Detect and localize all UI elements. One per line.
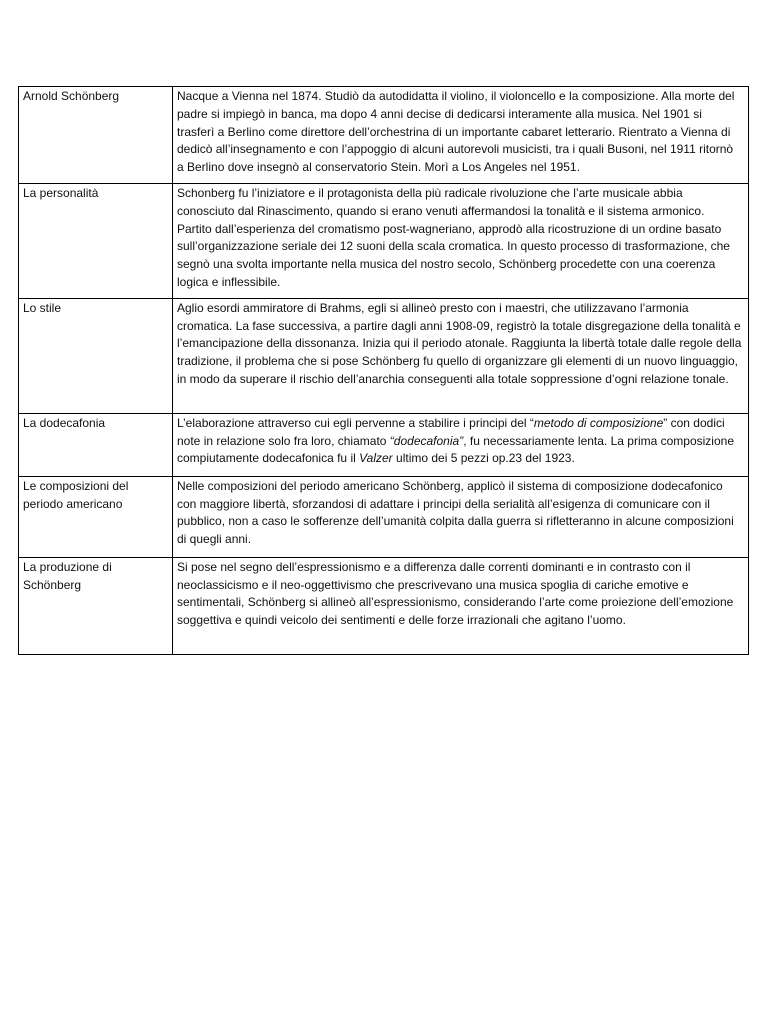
table-row <box>19 476 749 557</box>
description-segment: ” con dodici note in relazione solo fra loro, chiamato <box>177 415 725 448</box>
description-segment-italic: “dodecafonia” <box>389 433 464 448</box>
schonberg-summary-table <box>18 86 749 655</box>
description-segment-italic: metodo di composizione <box>533 415 664 430</box>
row-description-cell: Schonberg fu l’iniziatore e il protagonista della più radicale rivoluzione che l’arte musicale abbia conosciuto dal Rinascimento, quando si erano venuti affermandosi la tonalità e il sistema armonico. Partito dall’esperienza del cromatismo post-wagneriano, approdò alla ricostruzione di un ordine basato sull’organizzazione seriale dei 12 suoni della scala cromatica. In questo processo di trasformazione, che segnò una svolta importante nella musica del nostro secolo, Schönberg procedette con una coerenza logica e inflessibile. <box>173 184 749 299</box>
row-topic-cell: Arnold Schönberg <box>19 87 173 184</box>
row-description-cell: Nelle composizioni del periodo americano Schönberg, applicò il sistema di composizione dodecafonico con maggiore libertà, sforzandosi di adattare i principi della serialità all’esigenza di comunicare con il pubblico, non a caso le sofferenze dell’umanità colpita dalla guerra si rifletteranno in alcune composizioni di quegli anni. <box>173 476 749 557</box>
description-segment: , fu necessariamente lenta. La prima composizione compiutamente dodecafonica fu il <box>177 433 734 466</box>
row-topic-cell: Le composizioni del periodo americano <box>19 476 173 557</box>
table-row <box>19 298 749 413</box>
table-row <box>19 87 749 184</box>
row-topic-cell: La produzione di Schönberg <box>19 557 173 654</box>
row-topic-cell: La dodecafonia <box>19 413 173 476</box>
table-row <box>19 184 749 299</box>
table-row <box>19 413 749 476</box>
row-description-cell: Nacque a Vienna nel 1874. Studiò da autodidatta il violino, il violoncello e la composizione. Alla morte del padre si impiegò in banca, ma dopo 4 anni decise di dedicarsi interamente alla musica. Nel 1901 si trasferì a Berlino come direttore dell’orchestrina di un importante cabaret letterario. Rientrato a Vienna di dedicò all’insegnamento e con l’appoggio di alcuni autorevoli musicisti, tra i quali Busoni, nel 1911 ritornò a Berlino dove insegnò al conservatorio Stein. Morì a Los Angeles nel 1951. <box>173 87 749 184</box>
row-description-cell: Aglio esordi ammiratore di Brahms, egli si allineò presto con i maestri, che utilizzavano l’armonia cromatica. La fase successiva, a partire dagli anni 1908-09, registrò la totale disgregazione della tonalità e l’emancipazione della dissonanza. Inizia qui il periodo atonale. Raggiunta la libertà totale dalle regole della tradizione, il problema che si pose Schönberg fu quello di organizzare gli elementi di un nuovo linguaggio, in modo da superare il rischio dell’anarchia conseguenti alla totale soppressione d’ogni relazione tonale. <box>173 298 749 413</box>
row-topic-cell: Lo stile <box>19 298 173 413</box>
description-segment-italic: Valzer <box>359 451 393 466</box>
row-description-cell: Si pose nel segno dell’espressionismo e a differenza dalle correnti dominanti e in contrasto con il neoclassicismo e il neo-oggettivismo che prescrivevano una musica spoglia di cariche emotive e sentimentali, Schönberg si allineò all’espressionismo, considerando l’arte come proiezione dell’emozione soggettiva e quindi veicolo dei sentimenti e delle forze irrazionali che agitano l’uomo. <box>173 557 749 654</box>
description-segment: ultimo dei 5 pezzi op.23 del 1923. <box>392 451 575 466</box>
row-description-cell <box>173 413 749 476</box>
row-topic-cell: La personalità <box>19 184 173 299</box>
table-row <box>19 557 749 654</box>
description-segment: L’elaborazione attraverso cui egli pervenne a stabilire i principi del “ <box>177 415 534 430</box>
